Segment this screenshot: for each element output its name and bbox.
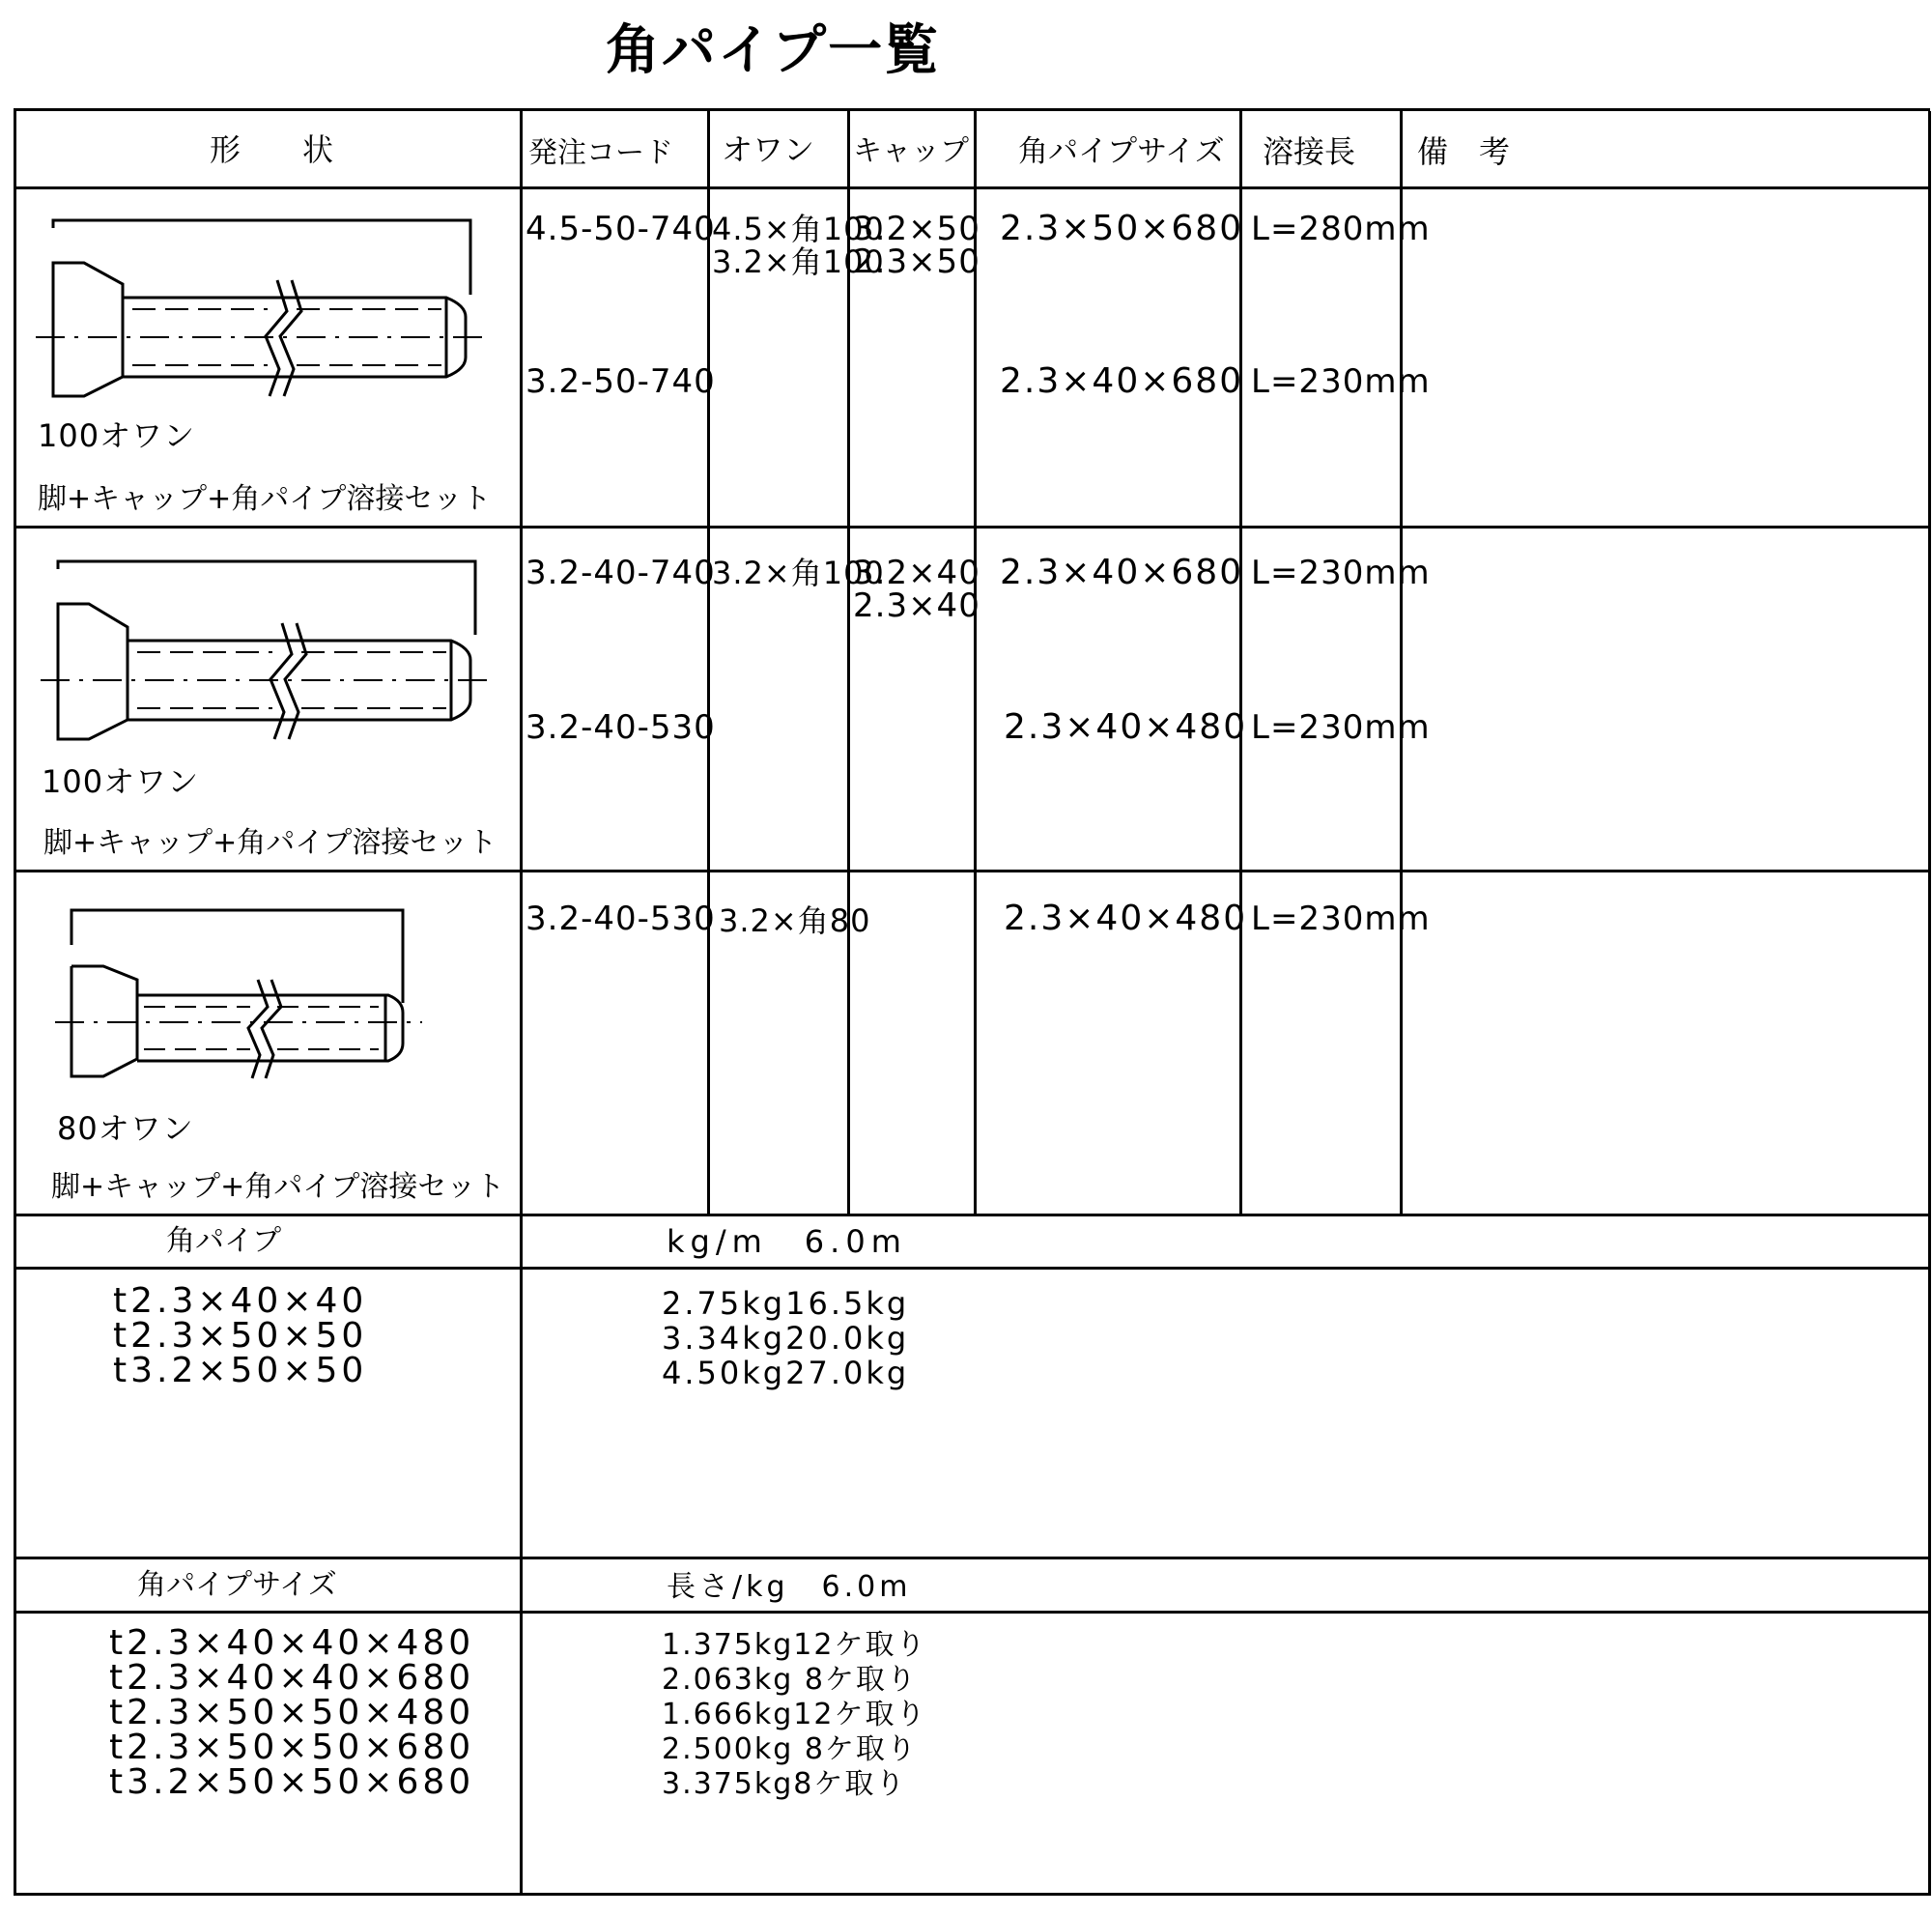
weld-length: L=230mm [1251, 554, 1431, 592]
size-item: t3.2×50×50×680 [109, 1762, 475, 1802]
weld-length: L=230mm [1251, 362, 1431, 401]
col-divider [520, 111, 523, 1896]
leg-assembly-drawing [36, 899, 441, 1121]
size-item: t2.3×40×40×680 [109, 1658, 475, 1698]
pipe-table-header: 角パイプ [166, 1224, 282, 1258]
right-edge [1928, 111, 1931, 1896]
header-order-code: 発注コード [528, 136, 673, 170]
size-table-header: 角パイプサイズ [137, 1568, 337, 1602]
assembly-caption: 脚+キャップ+角パイプ溶接セット [43, 826, 497, 860]
owan-size-label: 80オワン [57, 1110, 194, 1147]
cap-spec: 3.2×50 [853, 210, 980, 248]
leg-assembly-drawing [26, 548, 509, 789]
row-divider [16, 1557, 1931, 1559]
pipe-size: 2.3×40×480 [1004, 899, 1248, 938]
owan-size-label: 100オワン [38, 417, 196, 454]
owan-spec: 3.2×角100 [712, 243, 885, 280]
header-remarks: 備 考 [1417, 133, 1511, 170]
cap-spec: 3.2×40 [853, 554, 980, 592]
size-weight: 1.375kg12ケ取り [662, 1628, 927, 1662]
size-weight: 3.375kg8ケ取り [662, 1767, 907, 1801]
order-code: 4.5-50-740 [526, 210, 716, 248]
row-divider [16, 186, 1931, 189]
pipe-list-table [14, 108, 1930, 1896]
assembly-caption: 脚+キャップ+角パイプ溶接セット [38, 482, 492, 516]
row-divider [16, 870, 1931, 872]
col-divider [1400, 111, 1403, 1216]
row-divider [16, 1214, 1931, 1216]
pipe-item: t2.3×50×50 [113, 1316, 368, 1356]
header-pipe-size: 角パイプサイズ [1018, 134, 1225, 169]
order-code: 3.2-40-740 [526, 554, 716, 592]
row-divider [16, 1611, 1931, 1614]
pipe-weight: 2.75kg16.5kg [662, 1285, 910, 1322]
order-code: 3.2-50-740 [526, 362, 716, 401]
size-weight: 2.063kg 8ケ取り [662, 1663, 918, 1697]
pipe-item: t3.2×50×50 [113, 1351, 368, 1390]
row-divider [16, 1267, 1931, 1270]
header-shape: 形 状 [210, 131, 334, 168]
header-weld-length: 溶接長 [1263, 133, 1356, 170]
pipe-item: t2.3×40×40 [113, 1281, 368, 1321]
pipe-size: 2.3×50×680 [1000, 209, 1244, 248]
size-item: t2.3×50×50×680 [109, 1728, 475, 1767]
pipe-size: 2.3×40×680 [1000, 361, 1244, 401]
owan-size-label: 100オワン [42, 763, 200, 800]
pipe-weight: 3.34kg20.0kg [662, 1320, 910, 1357]
owan-spec: 4.5×角100 [712, 211, 885, 247]
pipe-weight: 4.50kg27.0kg [662, 1355, 910, 1391]
cap-spec: 2.3×50 [853, 243, 980, 281]
weld-length: L=280mm [1251, 210, 1431, 248]
col-divider [707, 111, 710, 1216]
cap-spec: 2.3×40 [853, 586, 980, 625]
weld-length: L=230mm [1251, 900, 1431, 938]
size-weight: 2.500kg 8ケ取り [662, 1732, 918, 1766]
size-item: t2.3×50×50×480 [109, 1693, 475, 1732]
pipe-size: 2.3×40×480 [1004, 707, 1248, 747]
col-divider [1239, 111, 1242, 1216]
header-cap: キャップ [853, 134, 969, 168]
header-owan: オワン [722, 131, 815, 168]
order-code: 3.2-40-530 [526, 900, 716, 938]
size-table-header-weight: 長さ/kg 6.0m [667, 1570, 912, 1604]
pipe-table-header-weight: kg/m 6.0m [667, 1223, 907, 1260]
row-divider [16, 526, 1931, 529]
page-title: 角パイプ一覧 [605, 19, 941, 82]
assembly-caption: 脚+キャップ+角パイプ溶接セット [51, 1170, 505, 1204]
weld-length: L=230mm [1251, 708, 1431, 747]
pipe-size: 2.3×40×680 [1000, 553, 1244, 592]
owan-spec: 3.2×角100 [712, 555, 885, 591]
owan-spec: 3.2×角80 [719, 902, 871, 939]
size-weight: 1.666kg12ケ取り [662, 1698, 927, 1731]
size-item: t2.3×40×40×480 [109, 1623, 475, 1663]
leg-assembly-drawing [26, 203, 509, 444]
order-code: 3.2-40-530 [526, 708, 716, 747]
